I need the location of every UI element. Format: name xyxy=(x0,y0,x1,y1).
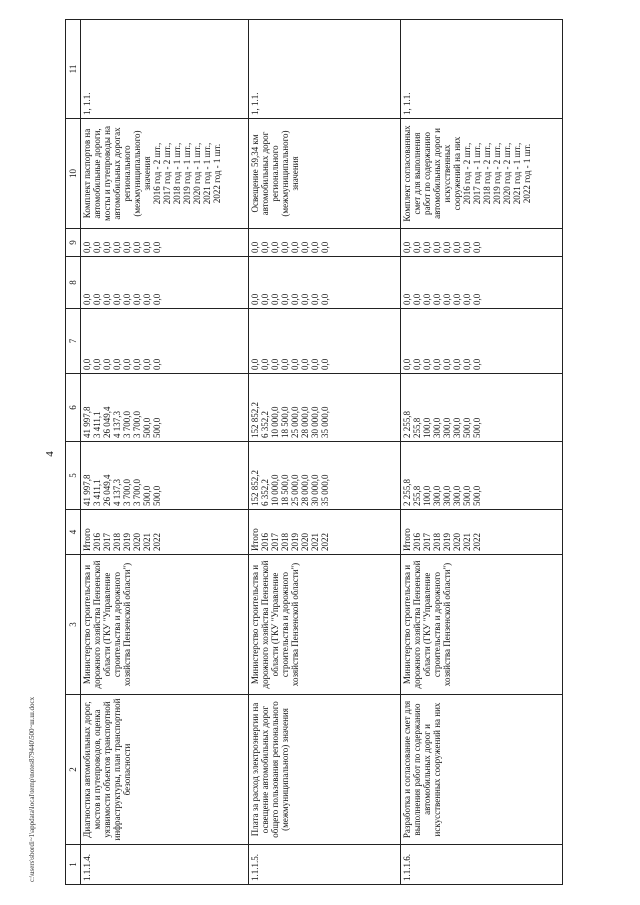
local-budget-value: 0,0 xyxy=(442,293,452,305)
federal-budget-value: 0,0 xyxy=(102,358,112,370)
total-funding xyxy=(401,442,563,510)
rotated-page xyxy=(65,20,585,885)
federal-budget-value: 0,0 xyxy=(472,358,482,370)
year-value: Итого xyxy=(250,528,260,551)
other-sources-value: 0,0 xyxy=(142,241,152,253)
other-sources-value: 0,0 xyxy=(422,241,432,253)
local-budget xyxy=(401,257,563,309)
local-budget-value: 0,0 xyxy=(132,293,142,305)
regional-budget-value: 35 000,0 xyxy=(320,406,330,438)
federal-budget-value: 0,0 xyxy=(112,358,122,370)
col-header: 4 xyxy=(66,510,81,555)
total-funding xyxy=(81,442,249,510)
federal-budget-value: 0,0 xyxy=(152,358,162,370)
program-activities-table xyxy=(65,19,563,885)
year-value: 2017 xyxy=(102,533,112,551)
total-funding-value: 35 000,0 xyxy=(320,474,330,506)
table-row xyxy=(81,20,249,885)
local-budget-value: 0,0 xyxy=(270,293,280,305)
regional-budget xyxy=(401,374,563,442)
federal-budget-value: 0,0 xyxy=(402,358,412,370)
year-value: 2021 xyxy=(142,533,152,551)
local-budget-value: 0,0 xyxy=(412,293,422,305)
local-budget-value: 0,0 xyxy=(422,293,432,305)
federal-budget xyxy=(401,309,563,374)
regional-budget-value: 300,0 xyxy=(432,417,442,438)
local-budget-value: 0,0 xyxy=(290,293,300,305)
total-funding xyxy=(249,442,401,510)
year-value: 2022 xyxy=(320,533,330,551)
year xyxy=(249,510,401,555)
year xyxy=(81,510,249,555)
total-funding-value: 300,0 xyxy=(452,485,462,506)
col-header: 5 xyxy=(66,442,81,510)
federal-budget-value: 0,0 xyxy=(412,358,422,370)
other-sources-value: 0,0 xyxy=(82,241,92,253)
col-header: 6 xyxy=(66,374,81,442)
federal-budget-value: 0,0 xyxy=(82,358,92,370)
other-sources-value: 0,0 xyxy=(152,241,162,253)
regional-budget-value: 41 997,8 xyxy=(82,406,92,438)
local-budget-value: 0,0 xyxy=(122,293,132,305)
total-funding-value: 3 700,0 xyxy=(122,479,132,506)
local-budget-value: 0,0 xyxy=(472,293,482,305)
regional-budget-value: 6 352,2 xyxy=(260,411,270,438)
other-sources-value: 0,0 xyxy=(442,241,452,253)
local-budget-value: 0,0 xyxy=(92,293,102,305)
local-budget-value: 0,0 xyxy=(102,293,112,305)
other-sources-value: 0,0 xyxy=(402,241,412,253)
regional-budget-value: 3 411,1 xyxy=(92,411,102,438)
federal-budget-value: 0,0 xyxy=(92,358,102,370)
total-funding-value: 6 352,2 xyxy=(260,479,270,506)
page-number: 4 xyxy=(43,451,56,457)
executor: Министерство строительства и дорожного хозяйства Пензенской области (ГКУ "Управление строительства и дорожного хозяйства Пензенской области") xyxy=(401,555,563,695)
total-funding-value: 300,0 xyxy=(432,485,442,506)
other-sources-value: 0,0 xyxy=(320,241,330,253)
federal-budget-value: 0,0 xyxy=(422,358,432,370)
header-row xyxy=(66,20,81,885)
expected-result: Комплект паспортов на автомобильные дороги, мосты и путепроводы на автомобильных дорогах регионального (межмуниципального) значения 2016 год - 2 шт., 2017 год - 2 шт., 2018 год - 1 шт., 2019 год - 1 шт., 2020 год - 1 шт., 2021 год - 1 шт., 2022 год - 1 шт. xyxy=(81,119,249,229)
expected-result: Освещение 59,34 км автомобильных дорог регионального (межмуниципального) значения xyxy=(249,119,401,229)
local-budget-value: 0,0 xyxy=(112,293,122,305)
federal-budget-value: 0,0 xyxy=(300,358,310,370)
total-funding-value: 300,0 xyxy=(442,485,452,506)
regional-budget-value: 300,0 xyxy=(452,417,462,438)
regional-budget-value: 3 700,0 xyxy=(132,411,142,438)
total-funding-value: 41 997,8 xyxy=(82,474,92,506)
col-header: 9 xyxy=(66,229,81,257)
local-budget-value: 0,0 xyxy=(250,293,260,305)
year-value: 2019 xyxy=(442,533,452,551)
federal-budget-value: 0,0 xyxy=(260,358,270,370)
indicator-ref: 1, 1.1. xyxy=(401,20,563,119)
col-header: 11 xyxy=(66,20,81,119)
regional-budget-value: 500,0 xyxy=(152,417,162,438)
regional-budget-value: 100,0 xyxy=(422,417,432,438)
local-budget-value: 0,0 xyxy=(462,293,472,305)
total-funding-value: 30 000,0 xyxy=(310,474,320,506)
total-funding-value: 2 255,8 xyxy=(402,479,412,506)
table-row xyxy=(401,20,563,885)
regional-budget-value: 500,0 xyxy=(472,417,482,438)
other-sources xyxy=(81,229,249,257)
regional-budget-value: 10 000,0 xyxy=(270,406,280,438)
total-funding-value: 100,0 xyxy=(422,485,432,506)
total-funding-value: 255,8 xyxy=(412,485,422,506)
col-header: 10 xyxy=(66,119,81,229)
col-header: 8 xyxy=(66,257,81,309)
regional-budget xyxy=(81,374,249,442)
other-sources-value: 0,0 xyxy=(290,241,300,253)
federal-budget-value: 0,0 xyxy=(122,358,132,370)
regional-budget-value: 3 700,0 xyxy=(122,411,132,438)
total-funding-value: 500,0 xyxy=(472,485,482,506)
total-funding-value: 26 049,4 xyxy=(102,474,112,506)
regional-budget-value: 4 137,3 xyxy=(112,411,122,438)
federal-budget-value: 0,0 xyxy=(310,358,320,370)
local-budget-value: 0,0 xyxy=(320,293,330,305)
item-number: 1.1.1.5. xyxy=(249,845,401,885)
federal-budget-value: 0,0 xyxy=(452,358,462,370)
total-funding-value: 25 000,0 xyxy=(290,474,300,506)
executor: Министерство строительства и дорожного хозяйства Пензенской области (ГКУ "Управление строительства и дорожного хозяйства Пензенской области") xyxy=(249,555,401,695)
federal-budget-value: 0,0 xyxy=(290,358,300,370)
total-funding-value: 3 411,1 xyxy=(92,479,102,506)
local-budget xyxy=(249,257,401,309)
regional-budget-value: 255,8 xyxy=(412,417,422,438)
total-funding-value: 152 852,2 xyxy=(250,470,260,506)
year-value: 2020 xyxy=(132,533,142,551)
other-sources-value: 0,0 xyxy=(260,241,270,253)
year-value: 2018 xyxy=(112,533,122,551)
regional-budget-value: 500,0 xyxy=(142,417,152,438)
federal-budget xyxy=(81,309,249,374)
federal-budget-value: 0,0 xyxy=(250,358,260,370)
regional-budget-value: 300,0 xyxy=(442,417,452,438)
year-value: 2016 xyxy=(260,533,270,551)
total-funding-value: 500,0 xyxy=(152,485,162,506)
local-budget-value: 0,0 xyxy=(280,293,290,305)
other-sources-value: 0,0 xyxy=(462,241,472,253)
local-budget-value: 0,0 xyxy=(300,293,310,305)
year-value: 2020 xyxy=(300,533,310,551)
col-header: 1 xyxy=(66,845,81,885)
federal-budget-value: 0,0 xyxy=(462,358,472,370)
federal-budget-value: 0,0 xyxy=(442,358,452,370)
federal-budget-value: 0,0 xyxy=(142,358,152,370)
regional-budget-value: 25 000,0 xyxy=(290,406,300,438)
local-budget-value: 0,0 xyxy=(310,293,320,305)
federal-budget-value: 0,0 xyxy=(280,358,290,370)
total-funding-value: 28 000,0 xyxy=(300,474,310,506)
local-budget-value: 0,0 xyxy=(152,293,162,305)
other-sources xyxy=(401,229,563,257)
local-budget-value: 0,0 xyxy=(432,293,442,305)
local-budget xyxy=(81,257,249,309)
regional-budget-value: 500,0 xyxy=(462,417,472,438)
regional-budget-value: 152 852,2 xyxy=(250,402,260,438)
other-sources-value: 0,0 xyxy=(472,241,482,253)
indicator-ref: 1, 1.1. xyxy=(81,20,249,119)
year-value: Итого xyxy=(82,528,92,551)
year-value: 2022 xyxy=(472,533,482,551)
other-sources-value: 0,0 xyxy=(132,241,142,253)
federal-budget-value: 0,0 xyxy=(432,358,442,370)
regional-budget-value: 26 049,4 xyxy=(102,406,112,438)
col-header: 3 xyxy=(66,555,81,695)
year-value: 2017 xyxy=(422,533,432,551)
other-sources-value: 0,0 xyxy=(122,241,132,253)
year-value: 2016 xyxy=(412,533,422,551)
other-sources-value: 0,0 xyxy=(280,241,290,253)
other-sources-value: 0,0 xyxy=(432,241,442,253)
year-value: 2018 xyxy=(432,533,442,551)
table-row xyxy=(249,20,401,885)
activity-name: Разработка и согласование смет для выполнения работ по содержанию автомобильных дорог и искусственных сооружений на них xyxy=(401,695,563,845)
local-budget-value: 0,0 xyxy=(82,293,92,305)
federal-budget-value: 0,0 xyxy=(320,358,330,370)
year xyxy=(401,510,563,555)
total-funding-value: 500,0 xyxy=(142,485,152,506)
activity-name: Диагностика автомобильных дорог, мостов и путепроводов, оценка уязвимости объектов транспортной инфраструктуры, план транспортной безопасности xyxy=(81,695,249,845)
indicator-ref: 1, 1.1. xyxy=(249,20,401,119)
regional-budget-value: 18 500,0 xyxy=(280,406,290,438)
local-budget-value: 0,0 xyxy=(260,293,270,305)
year-value: 2020 xyxy=(452,533,462,551)
year-value: 2022 xyxy=(152,533,162,551)
total-funding-value: 4 137,3 xyxy=(112,479,122,506)
federal-budget-value: 0,0 xyxy=(132,358,142,370)
total-funding-value: 3 700,0 xyxy=(132,479,142,506)
regional-budget-value: 2 255,8 xyxy=(402,411,412,438)
other-sources-value: 0,0 xyxy=(412,241,422,253)
local-budget-value: 0,0 xyxy=(452,293,462,305)
activity-name: Плата за расход электроэнергии на освещение автомобильных дорог общего пользования регионального (межмуниципального) значения xyxy=(249,695,401,845)
local-budget-value: 0,0 xyxy=(142,293,152,305)
year-value: 2017 xyxy=(270,533,280,551)
other-sources-value: 0,0 xyxy=(452,241,462,253)
total-funding-value: 10 000,0 xyxy=(270,474,280,506)
total-funding-value: 500,0 xyxy=(462,485,472,506)
year-value: 2016 xyxy=(92,533,102,551)
local-budget-value: 0,0 xyxy=(402,293,412,305)
other-sources-value: 0,0 xyxy=(102,241,112,253)
expected-result: Комплект согласованных смет для выполнения работ по содержанию автомобильных дорог и искусственных сооружений на них 2016 год - 2 шт., 2017 год - 1 шт., 2018 год - 2 шт., 2019 год - 2 шт., 2020 год - 2 шт., 2021 год - 1 шт., 2022 год - 1 шт. xyxy=(401,119,563,229)
col-header: 7 xyxy=(66,309,81,374)
federal-budget xyxy=(249,309,401,374)
year-value: 2021 xyxy=(462,533,472,551)
other-sources-value: 0,0 xyxy=(300,241,310,253)
item-number: 1.1.1.6. xyxy=(401,845,563,885)
regional-budget-value: 30 000,0 xyxy=(310,406,320,438)
other-sources-value: 0,0 xyxy=(250,241,260,253)
col-header: 2 xyxy=(66,695,81,845)
item-number: 1.1.1.4. xyxy=(81,845,249,885)
year-value: 2019 xyxy=(122,533,132,551)
other-sources-value: 0,0 xyxy=(112,241,122,253)
other-sources-value: 0,0 xyxy=(92,241,102,253)
year-value: Итого xyxy=(402,528,412,551)
year-value: 2018 xyxy=(280,533,290,551)
file-path-footer: c:\users\sbordi~1\appdata\local\temp\notes879440\500~ш.ш.docx xyxy=(28,696,36,882)
year-value: 2021 xyxy=(310,533,320,551)
federal-budget-value: 0,0 xyxy=(270,358,280,370)
regional-budget xyxy=(249,374,401,442)
regional-budget-value: 28 000,0 xyxy=(300,406,310,438)
executor: Министерство строительства и дорожного хозяйства Пензенской области (ГКУ "Управление строительства и дорожного хозяйства Пензенской области") xyxy=(81,555,249,695)
other-sources xyxy=(249,229,401,257)
other-sources-value: 0,0 xyxy=(310,241,320,253)
total-funding-value: 18 500,0 xyxy=(280,474,290,506)
other-sources-value: 0,0 xyxy=(270,241,280,253)
year-value: 2019 xyxy=(290,533,300,551)
